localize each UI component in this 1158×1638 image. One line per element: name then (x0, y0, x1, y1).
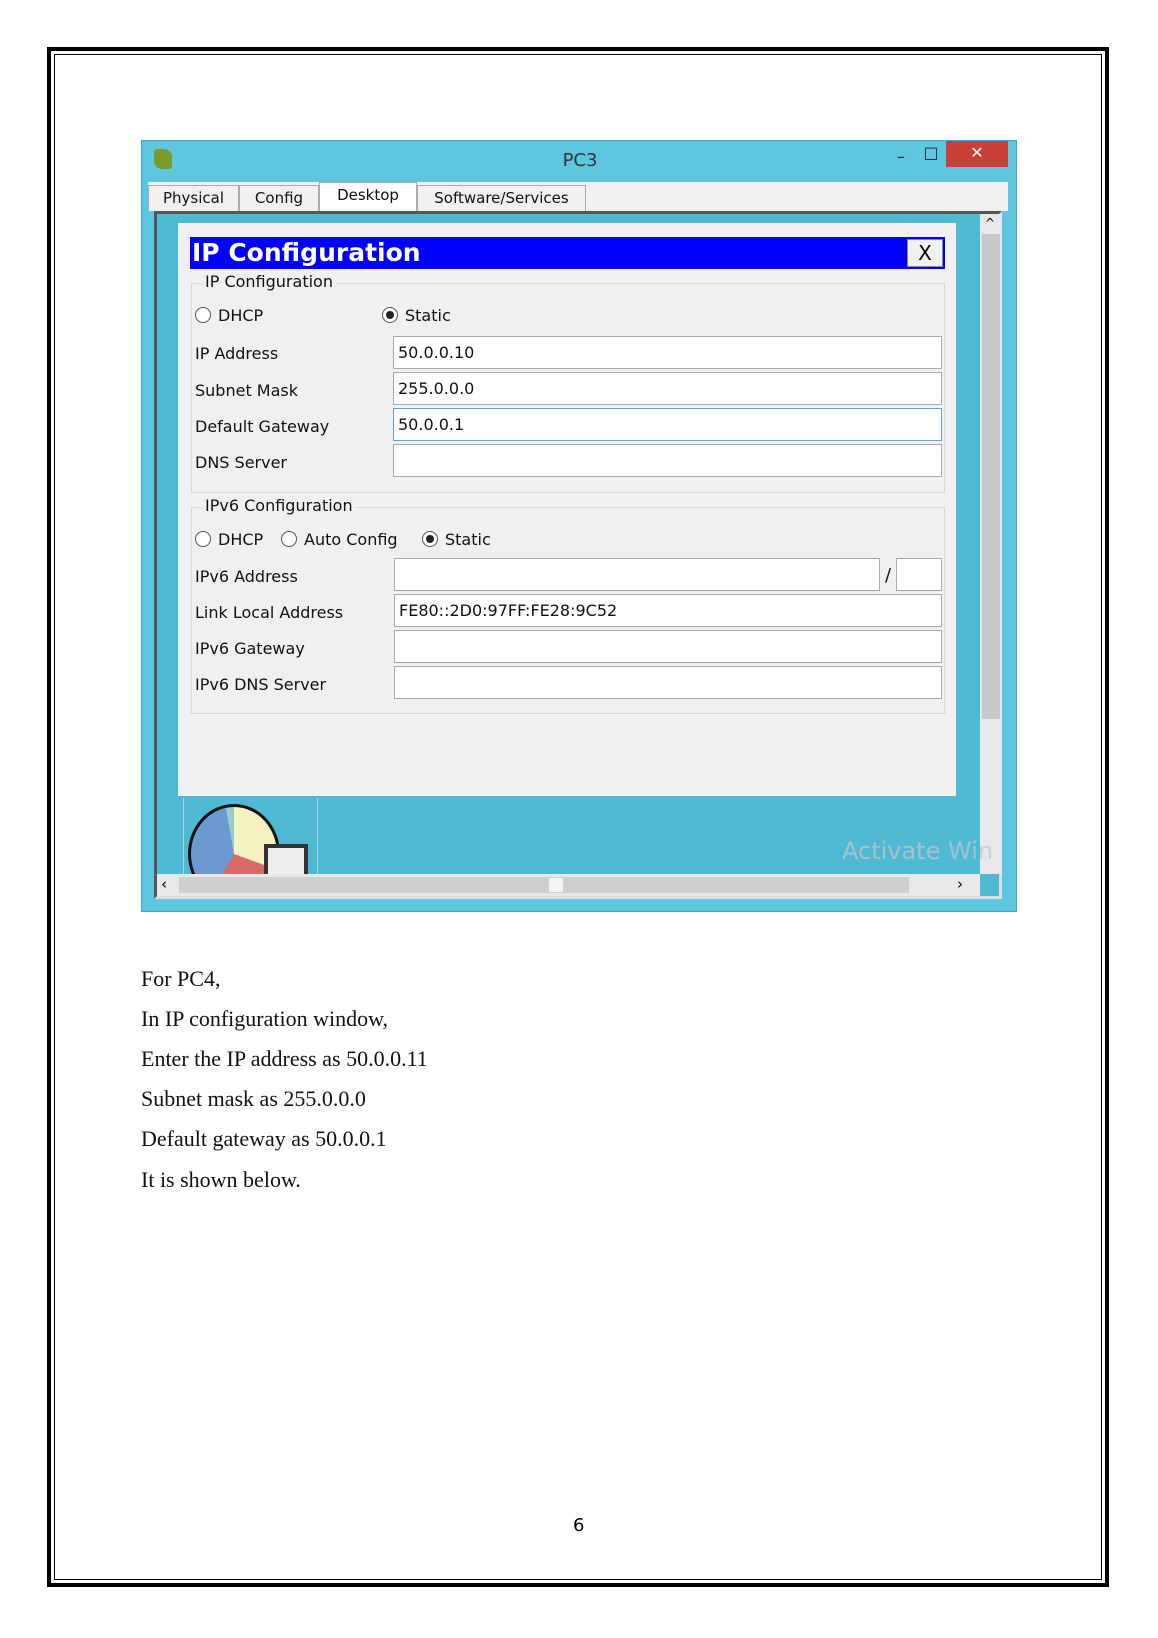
ipv6-dns-server-input[interactable] (394, 666, 942, 699)
instruction-line: Subnet mask as 255.0.0.0 (141, 1086, 366, 1111)
activate-windows-watermark: Activate Win (842, 837, 994, 865)
dns-server-label: DNS Server (195, 453, 287, 472)
subnet-mask-label: Subnet Mask (195, 381, 299, 400)
dhcp-label: DHCP (218, 306, 264, 325)
instruction-line: In IP configuration window, (141, 1006, 389, 1031)
horizontal-scroll-track[interactable] (179, 877, 909, 893)
window-title: PC3 (562, 150, 598, 171)
ipv6-dhcp-radio[interactable] (195, 530, 263, 549)
tab-bar (148, 182, 1008, 211)
dialog-close-button[interactable]: X (907, 239, 943, 267)
instruction-line: Enter the IP address as 50.0.0.11 (141, 1046, 428, 1071)
subnet-mask-input[interactable]: 255.0.0.0 (393, 372, 942, 405)
instruction-line: For PC4, (141, 966, 221, 991)
default-gateway-label: Default Gateway (195, 417, 330, 436)
prefix-slash: / (885, 565, 892, 586)
ipv6-auto-config-radio[interactable] (281, 530, 398, 549)
instruction-line: It is shown below. (141, 1167, 301, 1192)
pie-chart-app-icon[interactable] (183, 798, 318, 874)
static-radio[interactable] (382, 306, 451, 325)
dhcp-radio[interactable] (195, 306, 263, 325)
ip-configuration-dialog (178, 223, 956, 796)
vertical-scroll-thumb[interactable] (982, 234, 1000, 719)
default-gateway-input[interactable]: 50.0.0.1 (393, 408, 942, 441)
static-label: Static (405, 306, 451, 325)
horizontal-scroll-thumb[interactable] (549, 878, 563, 892)
ipv6-dhcp-label: DHCP (218, 530, 264, 549)
scroll-right-icon[interactable]: › (957, 875, 963, 893)
ipv6-static-label: Static (445, 530, 491, 549)
dialog-title: IP Configuration (192, 238, 421, 267)
ip-address-label: IP Address (195, 344, 279, 363)
desktop-frame (154, 211, 1002, 899)
ipv6-dns-server-label: IPv6 DNS Server (195, 675, 327, 694)
ipv6-address-label: IPv6 Address (195, 567, 298, 586)
ipv6-auto-config-label: Auto Config (304, 530, 398, 549)
ipv6-gateway-label: IPv6 Gateway (195, 639, 305, 658)
page-number: 6 (573, 1515, 585, 1536)
tab-physical[interactable]: Physical (148, 185, 239, 211)
ipv4-group (191, 272, 945, 493)
close-button[interactable]: ✕ (946, 141, 1008, 167)
maximize-button[interactable]: □ (923, 143, 939, 162)
ipv6-group (191, 496, 945, 714)
packet-tracer-icon (154, 149, 172, 169)
horizontal-scrollbar[interactable] (157, 874, 980, 896)
scroll-up-icon[interactable]: ^ (985, 216, 996, 230)
ipv6-legend: IPv6 Configuration (202, 496, 356, 515)
tab-desktop[interactable]: Desktop (319, 182, 417, 211)
tab-software-services[interactable]: Software/Services (417, 185, 586, 211)
vertical-scrollbar[interactable] (980, 214, 1002, 874)
ipv6-address-input[interactable] (394, 558, 880, 591)
ipv6-static-radio[interactable] (422, 530, 491, 549)
dialog-header (190, 237, 945, 269)
pc3-window (141, 140, 1017, 912)
ipv6-gateway-input[interactable] (394, 630, 942, 663)
tab-config[interactable]: Config (239, 185, 319, 211)
instruction-line: Default gateway as 50.0.0.1 (141, 1126, 387, 1151)
dns-server-input[interactable] (393, 444, 942, 477)
link-local-address-label: Link Local Address (195, 603, 344, 622)
ipv4-legend: IP Configuration (202, 272, 336, 291)
scroll-left-icon[interactable]: ‹ (161, 875, 167, 893)
ip-address-input[interactable]: 50.0.0.10 (393, 336, 942, 369)
link-local-address-input[interactable]: FE80::2D0:97FF:FE28:9C52 (394, 594, 942, 627)
minimize-button[interactable]: – (897, 147, 905, 166)
ipv6-prefix-input[interactable] (896, 558, 942, 591)
